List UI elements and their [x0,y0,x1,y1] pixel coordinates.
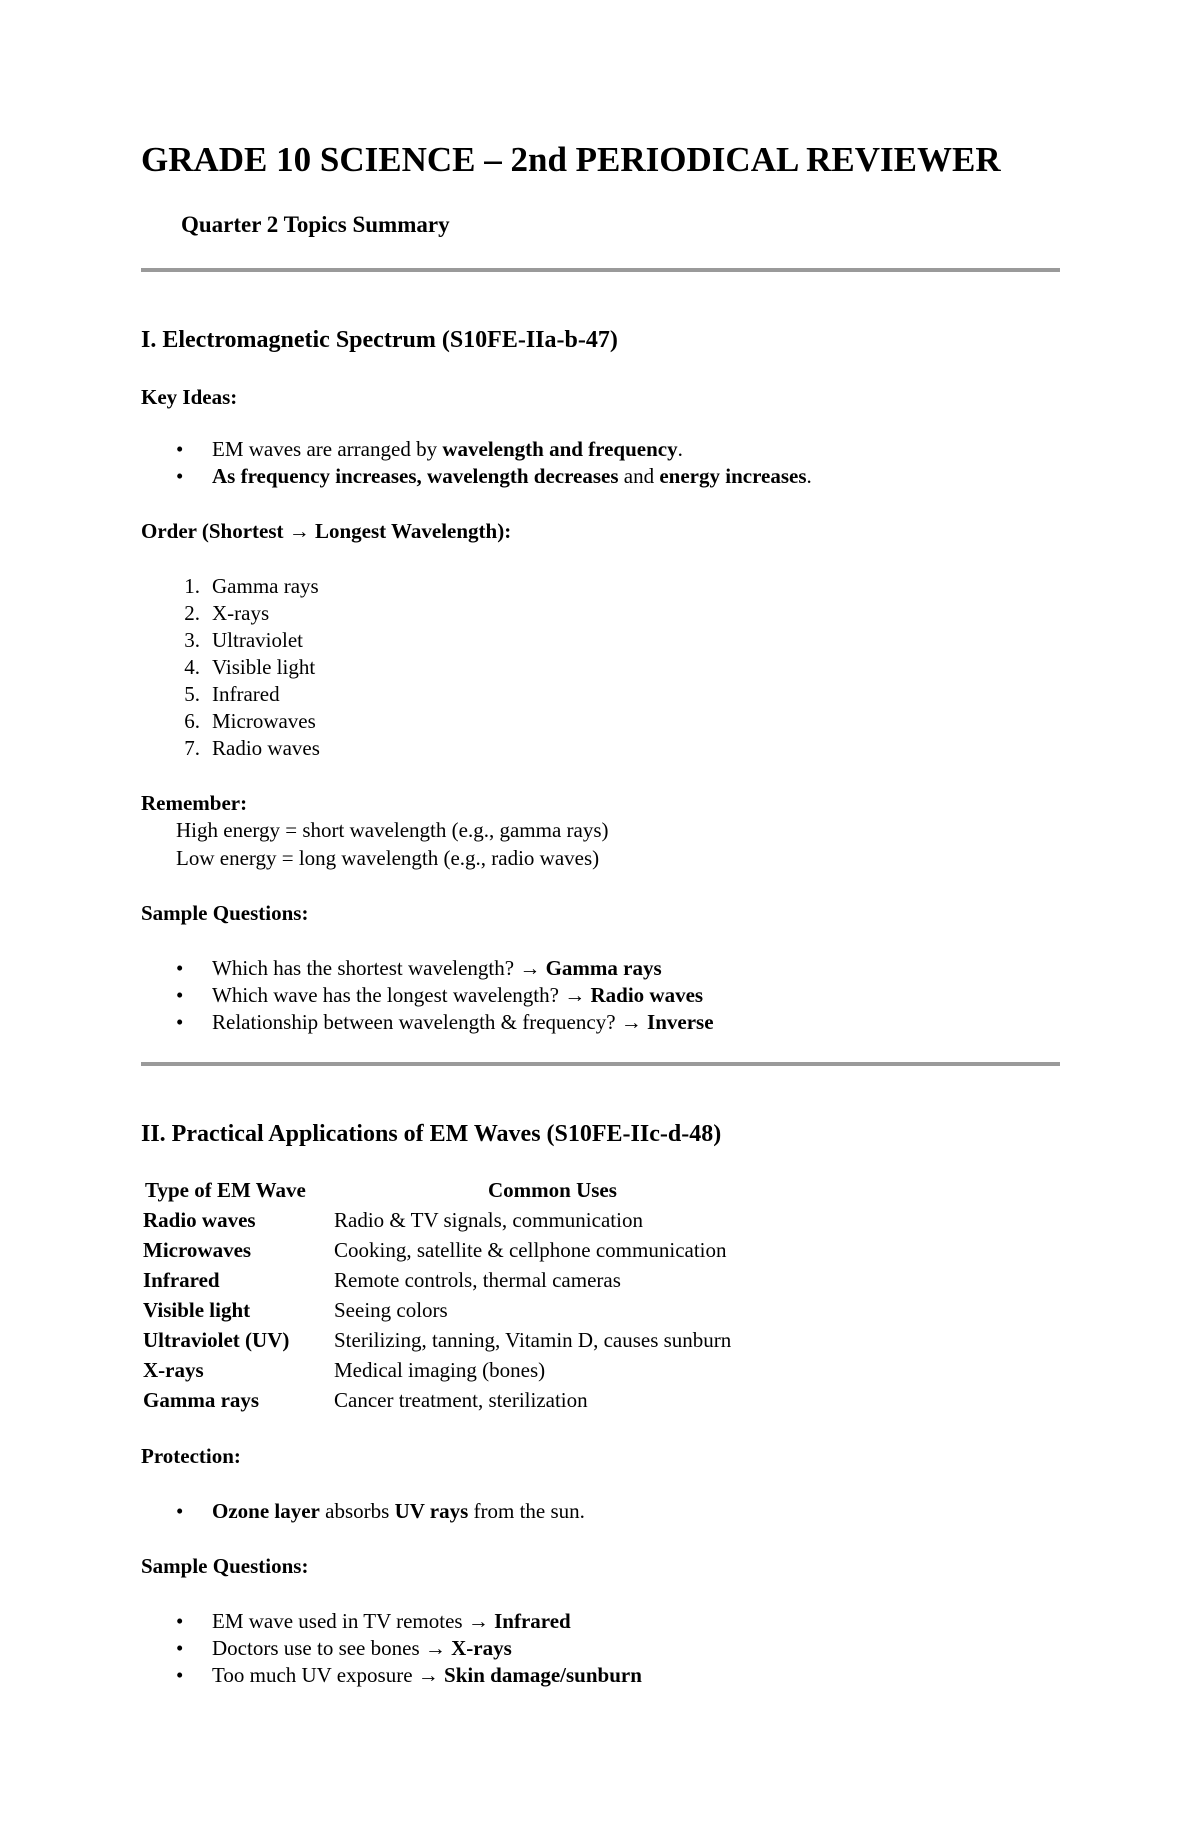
remember-label: Remember: [141,791,248,815]
section-1-heading: I. Electromagnetic Spectrum (S10FE-IIa-b-47) [141,327,618,353]
order-item: Infrared [212,682,280,706]
sample-question: Too much UV exposure → Skin damage/sunburn [212,1663,642,1687]
table-cell-type: Visible light [143,1298,251,1322]
sample-question: EM wave used in TV remotes → Infrared [212,1609,571,1633]
remember-line: Low energy = long wavelength (e.g., radio waves) [176,846,600,870]
bullet-icon: • [176,1609,184,1633]
list-number: 5. [184,682,200,706]
list-number: 6. [184,709,200,733]
table-cell-use: Radio & TV signals, communication [334,1208,643,1232]
bullet-icon: • [176,956,184,980]
list-number: 7. [184,736,200,760]
bullet-icon: • [176,437,184,461]
bullet-icon: • [176,1663,184,1687]
order-item: Gamma rays [212,574,319,598]
list-number: 1. [184,574,200,598]
protection-label: Protection: [141,1444,241,1468]
sample-question: Which has the shortest wavelength? → Gamma rays [212,956,662,980]
section-2-heading: II. Practical Applications of EM Waves (S10FE-IIc-d-48) [141,1121,722,1147]
sample-question: Which wave has the longest wavelength? → Radio waves [212,983,704,1007]
table-cell-type: Microwaves [143,1238,252,1262]
table-header-type: Type of EM Wave [145,1178,306,1202]
order-item: Microwaves [212,709,316,733]
list-number: 4. [184,655,200,679]
order-item: Ultraviolet [212,628,303,652]
bullet-icon: • [176,983,184,1007]
order-label: Order (Shortest → Longest Wavelength): [141,519,512,543]
key-ideas-label: Key Ideas: [141,385,238,409]
table-cell-use: Cooking, satellite & cellphone communication [334,1238,727,1262]
bullet-icon: • [176,1499,184,1523]
bullet-icon: • [176,1010,184,1034]
table-cell-use: Remote controls, thermal cameras [334,1268,621,1292]
sample-question: Doctors use to see bones → X-rays [212,1636,512,1660]
table-cell-use: Seeing colors [334,1298,448,1322]
key-idea-item: As frequency increases, wavelength decreases and energy increases. [212,464,812,488]
table-cell-type: Gamma rays [143,1388,260,1412]
list-number: 2. [184,601,200,625]
bullet-icon: • [176,464,184,488]
protection-item: Ozone layer absorbs UV rays from the sun. [212,1499,585,1523]
order-item: Radio waves [212,736,320,760]
key-idea-item: EM waves are arranged by wavelength and frequency. [212,437,683,461]
page-title: GRADE 10 SCIENCE – 2nd PERIODICAL REVIEWER [141,140,1001,179]
table-header-uses: Common Uses [488,1178,617,1202]
bullet-icon: • [176,1636,184,1660]
page-subtitle: Quarter 2 Topics Summary [181,212,450,237]
sample-questions-label: Sample Questions: [141,901,309,925]
table-cell-type: X-rays [143,1358,204,1382]
table-cell-type: Radio waves [143,1208,256,1232]
divider [141,1062,1060,1066]
divider [141,268,1060,272]
table-cell-use: Medical imaging (bones) [334,1358,546,1382]
table-cell-type: Infrared [143,1268,220,1292]
sample-question: Relationship between wavelength & frequency? → Inverse [212,1010,714,1034]
order-item: Visible light [212,655,316,679]
table-cell-use: Sterilizing, tanning, Vitamin D, causes sunburn [334,1328,732,1352]
order-item: X-rays [212,601,270,625]
sample-questions-label: Sample Questions: [141,1554,309,1578]
table-cell-use: Cancer treatment, sterilization [334,1388,588,1412]
table-cell-type: Ultraviolet (UV) [143,1328,290,1352]
list-number: 3. [184,628,200,652]
remember-line: High energy = short wavelength (e.g., gamma rays) [176,818,609,842]
